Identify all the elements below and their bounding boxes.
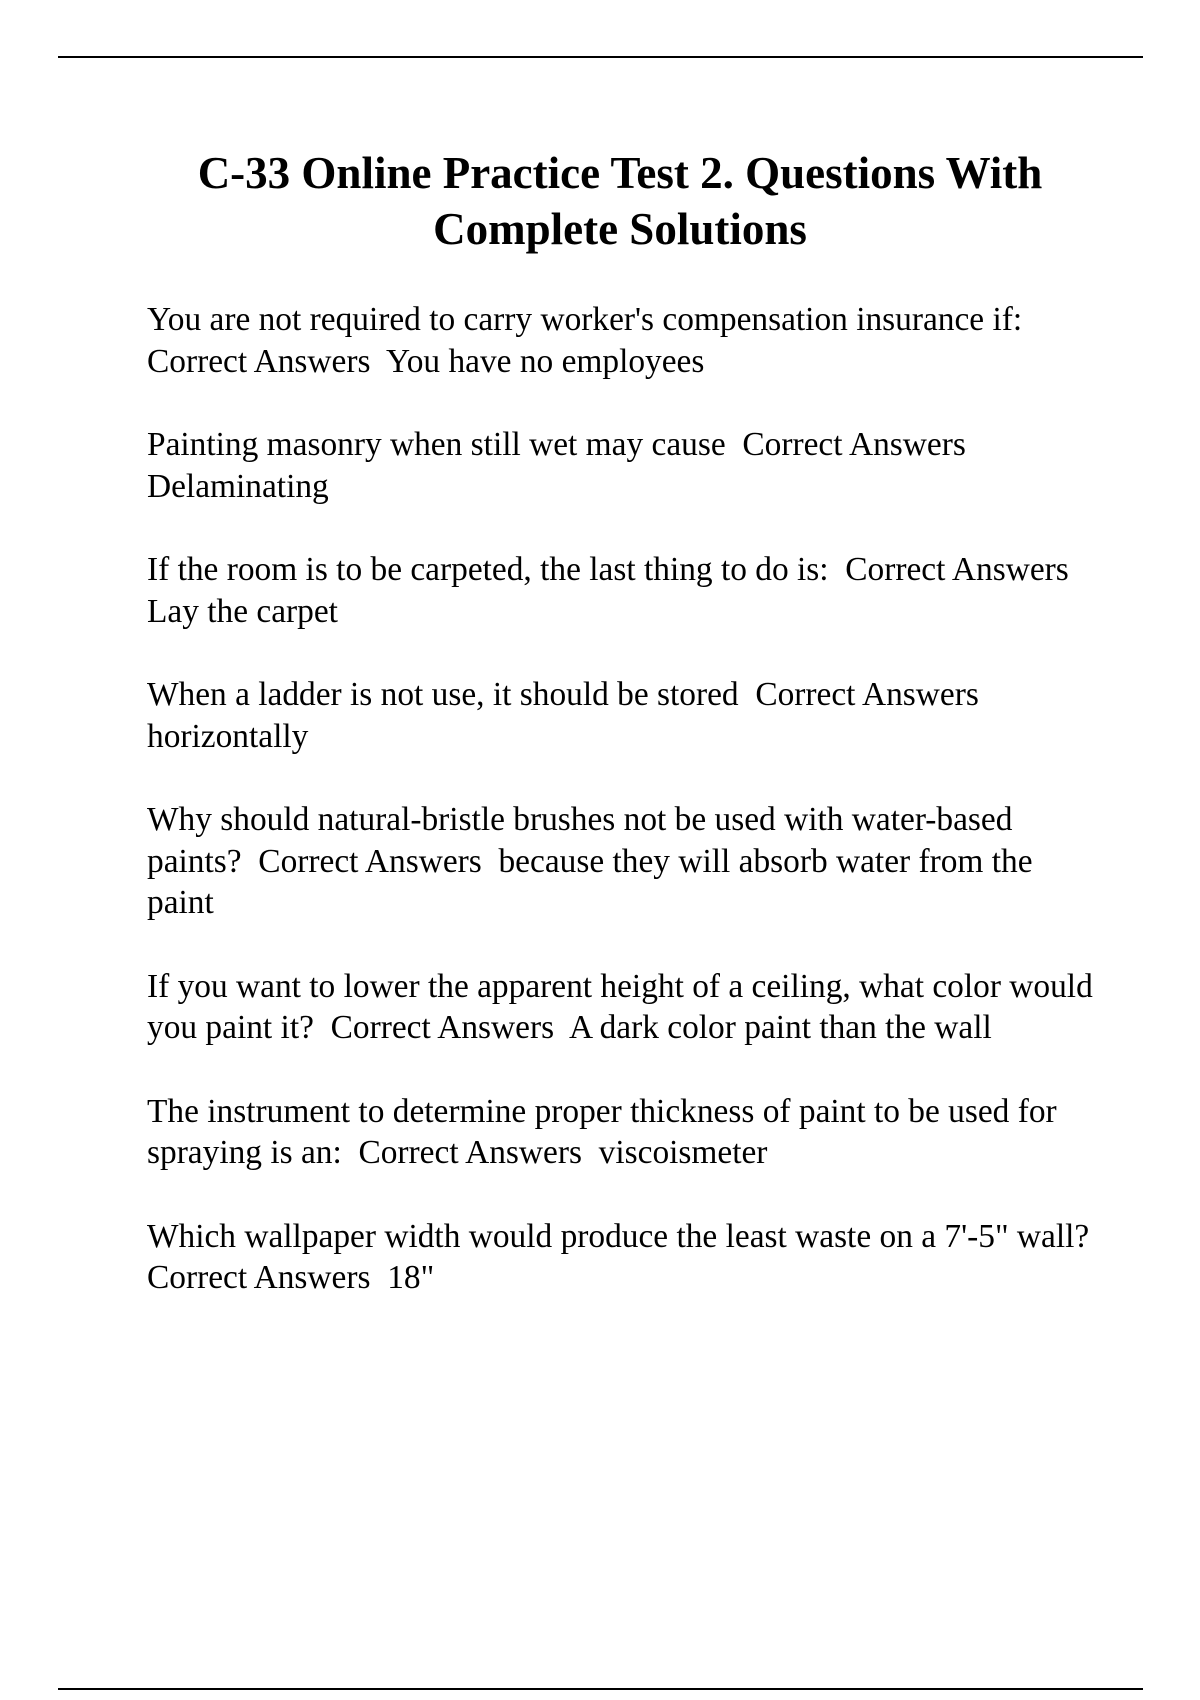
answer-marker: Correct Answers <box>258 842 482 880</box>
qa-item <box>147 966 1102 1049</box>
question-text: If the room is to be carpeted, the last thing to do is: <box>147 551 829 588</box>
answer-text: 18" <box>387 1259 435 1296</box>
qa-item <box>147 424 1097 507</box>
answer-text: horizontally <box>147 717 309 755</box>
question-text: If you want to lower the apparent height of a ceiling, what color would you paint it? <box>147 967 1102 1046</box>
question-text: Painting masonry when still wet may cause <box>147 426 726 463</box>
qa-item <box>147 299 1097 382</box>
qa-item <box>147 1091 1097 1174</box>
answer-text: A dark color paint than the wall <box>568 1009 992 1046</box>
answer-marker: Correct Answers <box>755 676 979 713</box>
page-title: C-33 Online Practice Test 2. Questions With Complete Solutions <box>197 148 1043 254</box>
answer-marker: Correct Answers <box>330 1009 555 1046</box>
answer-text: Lay the carpet <box>147 592 338 630</box>
answer-marker: Correct Answers <box>742 426 966 463</box>
question-text: Which wallpaper width would produce the least waste on a 7'-5" wall? <box>147 1217 1090 1255</box>
answer-marker: Correct Answers <box>147 1259 371 1296</box>
bottom-rule <box>58 1688 1143 1690</box>
qa-item <box>147 674 1097 757</box>
question-text: You are not required to carry worker's compensation insurance if: <box>147 301 1023 338</box>
question-text: When a ladder is not use, it should be stored <box>147 676 739 713</box>
answer-text: viscoismeter <box>598 1134 768 1171</box>
answer-marker: Correct Answers <box>147 342 371 380</box>
question-text: The instrument to determine proper thickness of paint to be used for spraying is an: <box>147 1092 1066 1171</box>
answer-marker: Correct Answers <box>358 1134 582 1171</box>
answer-text: because they will absorb water from the paint <box>147 842 1041 921</box>
qa-item <box>147 799 1097 924</box>
qa-item <box>147 549 1097 632</box>
top-rule <box>58 56 1143 58</box>
answer-marker: Correct Answers <box>845 551 1069 588</box>
qa-list <box>147 299 1102 1341</box>
question-text: Why should natural-bristle brushes not be used with water-based paints? <box>147 801 1021 880</box>
answer-text: You have no employees <box>385 342 705 380</box>
answer-text: Delaminating <box>147 467 329 505</box>
qa-item <box>147 1216 1097 1299</box>
